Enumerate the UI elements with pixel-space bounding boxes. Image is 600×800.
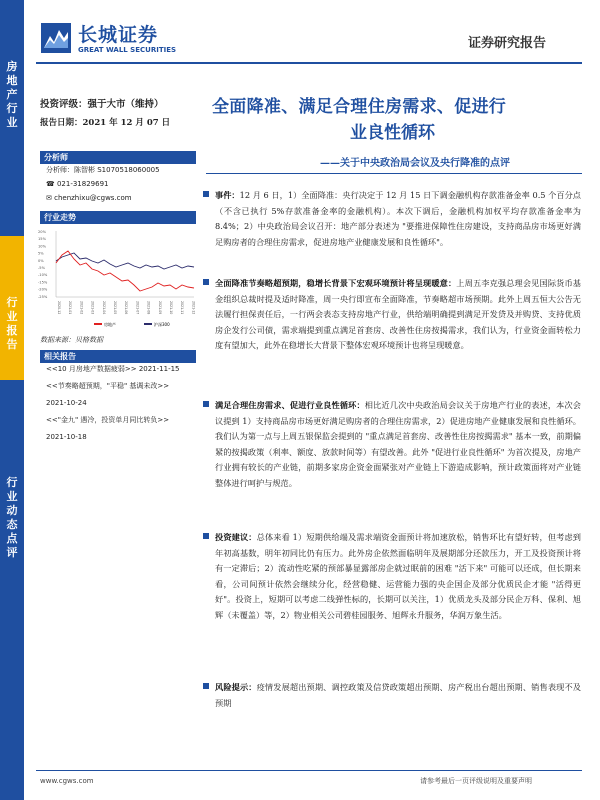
- x-tick-label: 2021-11: [180, 301, 185, 315]
- series-hs300-line: [56, 253, 194, 269]
- related-item: <<"金九" 遇冷，投资单月同比转负>>: [46, 416, 170, 424]
- footer-disclaimer: 请参考最后一页评级说明及重要声明: [420, 777, 532, 785]
- y-tick-label: -15%: [38, 280, 48, 285]
- legend-hs300: 沪深300: [154, 322, 170, 327]
- title-line2: 业良性循环: [350, 123, 435, 143]
- p4-text: 总体来看 1）短期供给端及需求端资金面预计将加速放松，销售环比有望好转，但考虑到年初高基数，明年初同比仍有压力。此外房企依然面临明年及展期部分还款压力，开工及投资预计将有一定滞后；2）流动性吃紧的预部暴显露部房企就过眠前的困难 "活下来" 可能可以还成，但长期来看，公司间预计依然会继续分化，经营稳健、运营能力强的央企国企及部分优质民企才能 "活得更好"。投资上，短期可以考虑二线弹性标的，长期可以关注，1）优质龙头及部分民企万科、保利、旭辉（未覆盖）等，2）物业相关公司碧桂园服务、旭辉永升服务，华润万象生活。: [215, 532, 581, 620]
- email-icon: ✉: [46, 194, 52, 202]
- series-property-line: [56, 251, 194, 291]
- bullet-icon: [203, 683, 209, 689]
- p3-text: 相比近几次中央政治局会议关于房地产行业的表述，本次会议提到 1）支持商品房市场更好满足购房者的合理住房需求，2）促进房地产业健康发展和良性循环。我们认为第一点与上周五银保监会提到的 "重点满足首套房、改善性住房按揭需求" 基本一致，前期偏紧的按揭政策（利率、额度、放款时间等）有望改善。此外 "促进行业良性循环" 为首次提及，房地产行业拥有较长的产业链，前期多家房企资金面紧张对产业链上下游造成影响，预计政策面将对产业链整体进行呵护与规范。: [215, 400, 581, 488]
- related-item: <<节奏略超预期，"平稳" 基调未改>>: [46, 382, 170, 390]
- left-strip-middle: [0, 236, 24, 380]
- x-tick-label: 2021-07: [135, 301, 140, 315]
- report-date: 报告日期：2021 年 12 月 07 日: [40, 118, 171, 128]
- related-list: [46, 364, 196, 443]
- p2-text: 上周五李克强总理会见国际货币基金组织总裁时提及适时降准，周一央行即宣布全面降准，节奏略超市场预期。此外上周五恒大公告无法履行担保责任后，一行两会表态支持房地产行业，供给端明确提到满足开发贷及并购贷、支持优质房企发行公司债，需求端提到重点满足首套房、改善性住房按揭需求，我们认为，行业资金面转松力度有望加大，此外在稳增长大背景下整体宏观环境预计也将呈现暖意。: [215, 278, 581, 351]
- paragraph-housing-demand: [203, 398, 581, 492]
- email-value: chenzhixu@cgws.com: [54, 194, 132, 202]
- paragraph-risk: [203, 680, 581, 711]
- x-tick-label: 2021-06: [124, 301, 129, 315]
- paragraph-investment: [203, 530, 581, 624]
- p1-lead: 事件：: [215, 190, 240, 200]
- x-tick-label: 2020-12: [57, 301, 61, 315]
- strip-report: 行 业 报 告: [6, 296, 18, 351]
- x-tick-label: 2021-03: [90, 301, 95, 315]
- p3-lead: 满足合理住房需求、促进行业良性循环：: [215, 400, 365, 410]
- rating: 投资评级：强于大市（维持）: [40, 99, 164, 110]
- trend-chart: [36, 225, 198, 329]
- p1-text: 12 月 6 日，1）全面降准：央行决定于 12 月 15 日下调金融机构存款准备金率 0.5 个百分点（不含已执行 5%存款准备金率的金融机构）。本次下调后，金融机构加权平均存款准备金率为 8.4%；2）中央政治局会议召开：地产部分表述为 "要推进保障性住房建设，支持商品房市场更好满足购房者的合理住房需求，促进房地产业健康发展和良性循环"。: [215, 190, 581, 247]
- header-rule: [36, 62, 582, 64]
- bullet-icon: [203, 279, 209, 285]
- x-tick-label: 2021-09: [157, 301, 162, 315]
- logo-mark-icon: [40, 22, 72, 54]
- related-heading: 相关报告: [40, 350, 196, 363]
- left-strip-bottom: [0, 380, 24, 800]
- y-tick-label: 0%: [38, 258, 44, 263]
- title-line1: 全面降准、满足合理住房需求、促进行: [212, 97, 507, 117]
- logo-cn: 长城证券: [78, 24, 159, 46]
- x-tick-label: 2021-08: [146, 301, 151, 315]
- bullet-icon: [203, 401, 209, 407]
- analyst-phone: [46, 179, 108, 190]
- left-strip-top: [0, 0, 24, 236]
- phone-value: 021-31829691: [56, 180, 109, 188]
- report-type: 证券研究报告: [468, 36, 547, 51]
- x-tick-label: 2021-05: [113, 301, 117, 315]
- strip-review: 行 业 动 态 点 评: [6, 476, 18, 559]
- chart-source: 数据来源：贝格数据: [40, 336, 103, 344]
- phone-icon: ☎: [46, 180, 55, 188]
- x-tick-label: 2021-04: [101, 301, 106, 315]
- related-item: 2021-10-18: [46, 433, 87, 441]
- related-item: <<10 月房地产数据疲弱>> 2021-11-15: [46, 365, 180, 373]
- p2-lead: 全面降准节奏略超预期，稳增长背景下宏观环境预计将呈现暖意：: [215, 278, 457, 288]
- logo-en: GREAT WALL SECURITIES: [78, 46, 177, 54]
- p4-lead: 投资建议：: [215, 532, 257, 542]
- x-tick-label: 2021-10: [169, 301, 173, 315]
- y-tick-label: 20%: [38, 230, 46, 234]
- y-tick-label: -25%: [38, 294, 48, 299]
- x-tick-label: 2021-01: [68, 301, 73, 315]
- bullet-icon: [203, 533, 209, 539]
- p5-lead: 风险提示：: [215, 682, 257, 692]
- subtitle: ——关于中央政治局会议及央行降准的点评: [320, 158, 510, 169]
- y-tick-label: -5%: [38, 266, 45, 270]
- bullet-icon: [203, 191, 209, 197]
- analyst-email: [46, 193, 132, 204]
- related-item: 2021-10-24: [46, 399, 87, 407]
- trend-heading: 行业走势: [40, 211, 196, 224]
- paragraph-event: [203, 188, 581, 250]
- strip-industry: 房 地 产 行 业: [6, 60, 18, 129]
- x-tick-label: 2021-02: [79, 301, 84, 315]
- x-tick-label: 2021-12: [191, 301, 196, 315]
- title-rule: [206, 173, 582, 174]
- legend-property: 房地产: [104, 322, 116, 327]
- footer-website[interactable]: www.cgws.com: [40, 777, 94, 785]
- paragraph-rrr-cut: [203, 276, 581, 354]
- p5-text: 疫情发展超出预期、调控政策及信贷政策超出预期、房产税出台超出预期、销售表现不及预期: [215, 682, 581, 708]
- y-tick-label: 15%: [38, 237, 46, 242]
- footer-rule: [36, 770, 582, 771]
- y-tick-label: 5%: [38, 251, 44, 256]
- y-tick-label: -20%: [38, 287, 48, 292]
- y-tick-label: 10%: [38, 244, 46, 249]
- logo: [40, 20, 240, 60]
- analyst-heading: 分析师: [40, 151, 196, 164]
- y-tick-label: -10%: [38, 273, 48, 278]
- analyst-name: 分析师：陈智彬 S1070518060005: [46, 166, 160, 174]
